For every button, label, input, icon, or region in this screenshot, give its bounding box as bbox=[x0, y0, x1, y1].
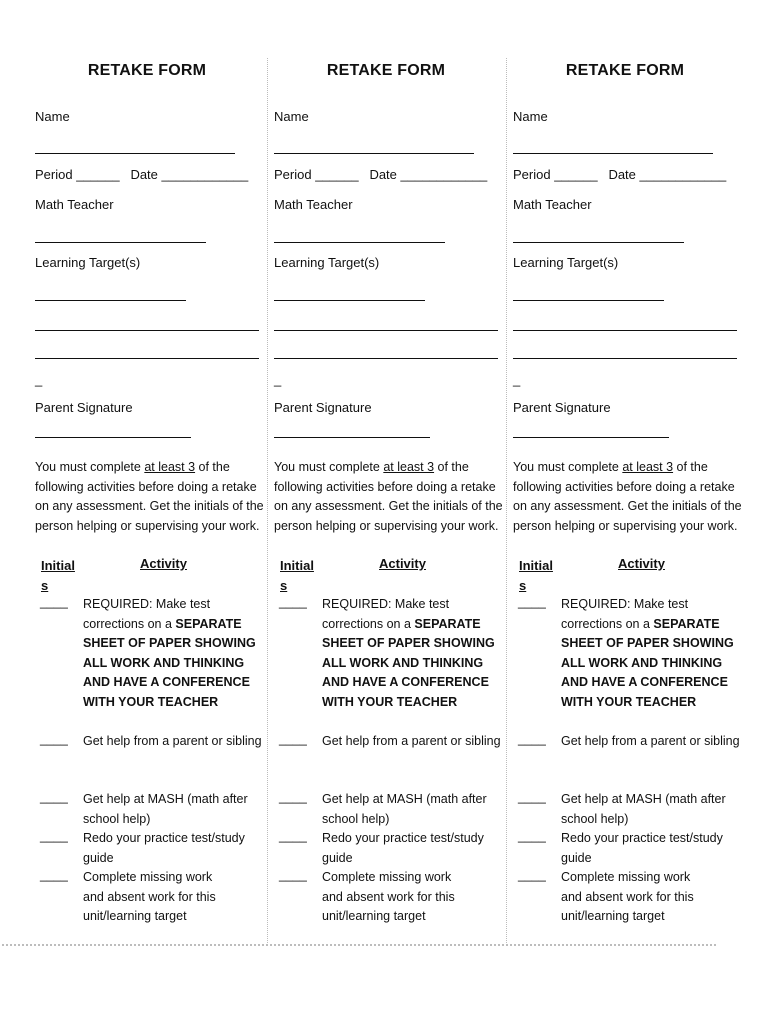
period-label: Period bbox=[35, 167, 73, 182]
period-date-row bbox=[35, 167, 248, 182]
activity-missing-work: Complete missing work and absent work for this unit/learning target bbox=[322, 870, 455, 923]
name-label: Name bbox=[35, 109, 70, 124]
activity-mash-help: Get help at MASH (math after school help) bbox=[561, 792, 726, 826]
learning-target-line[interactable] bbox=[513, 300, 664, 301]
period-blank[interactable]: ______ bbox=[76, 167, 120, 182]
initials-blank[interactable]: ____ bbox=[279, 868, 307, 882]
math-teacher-label: Math Teacher bbox=[513, 197, 592, 212]
parent-signature-label: Parent Signature bbox=[35, 400, 133, 415]
initials-blank[interactable]: ____ bbox=[279, 790, 307, 804]
form-title: RETAKE FORM bbox=[87, 62, 207, 79]
cut-line bbox=[2, 944, 716, 946]
activity-required: REQUIRED: Make test corrections on a SEPARATE SHEET OF PAPER SHOWING ALL WORK AND THINKING AND HAVE A CONFERENCE WITH YOUR TEACHER bbox=[322, 597, 495, 709]
stray-mark: _ bbox=[274, 372, 282, 387]
initials-blank[interactable]: ____ bbox=[518, 829, 546, 843]
math-teacher-line[interactable] bbox=[35, 242, 206, 243]
instructions-paragraph: You must complete at least 3 of the following activities before doing a retake on any assessment. Get the initials of the person helping or supervising your work. bbox=[513, 460, 742, 533]
name-label: Name bbox=[274, 109, 309, 124]
activity-mash-help: Get help at MASH (math after school help) bbox=[322, 792, 487, 826]
initials-blank[interactable]: ____ bbox=[518, 595, 546, 609]
initials-blank[interactable]: ____ bbox=[518, 868, 546, 882]
learning-target-line[interactable] bbox=[513, 330, 737, 331]
instructions-paragraph: You must complete at least 3 of the following activities before doing a retake on any assessment. Get the initials of the person helping or supervising your work. bbox=[35, 460, 264, 533]
initials-blank[interactable]: ____ bbox=[40, 829, 68, 843]
stray-mark: _ bbox=[513, 372, 521, 387]
initials-blank[interactable]: ____ bbox=[40, 868, 68, 882]
learning-target-line[interactable] bbox=[35, 358, 259, 359]
activity-parent-help: Get help from a parent or sibling bbox=[561, 734, 740, 748]
initials-blank[interactable]: ____ bbox=[518, 732, 546, 746]
initials-header: Initials bbox=[519, 558, 553, 593]
initials-blank[interactable]: ____ bbox=[279, 829, 307, 843]
retake-form-2 bbox=[267, 58, 505, 938]
learning-target-line[interactable] bbox=[513, 358, 737, 359]
parent-signature-line[interactable] bbox=[35, 437, 191, 438]
name-label: Name bbox=[513, 109, 548, 124]
period-blank[interactable]: ______ bbox=[554, 167, 598, 182]
name-line[interactable] bbox=[35, 153, 235, 154]
math-teacher-line[interactable] bbox=[513, 242, 684, 243]
date-blank[interactable]: ____________ bbox=[400, 167, 488, 182]
learning-target-line[interactable] bbox=[274, 300, 425, 301]
initials-blank[interactable]: ____ bbox=[40, 595, 68, 609]
parent-signature-line[interactable] bbox=[513, 437, 669, 438]
activity-header: Activity bbox=[379, 556, 426, 571]
math-teacher-label: Math Teacher bbox=[35, 197, 114, 212]
instructions-paragraph: You must complete at least 3 of the following activities before doing a retake on any assessment. Get the initials of the person helping or supervising your work. bbox=[274, 460, 503, 533]
name-line[interactable] bbox=[513, 153, 713, 154]
learning-targets-label: Learning Target(s) bbox=[513, 255, 619, 270]
activity-required: REQUIRED: Make test corrections on a SEPARATE SHEET OF PAPER SHOWING ALL WORK AND THINKING AND HAVE A CONFERENCE WITH YOUR TEACHER bbox=[83, 597, 256, 709]
learning-target-line[interactable] bbox=[35, 330, 259, 331]
at-least-three: at least 3 bbox=[144, 460, 196, 474]
date-blank[interactable]: ____________ bbox=[161, 167, 249, 182]
activity-redo-practice: Redo your practice test/study guide bbox=[83, 831, 245, 865]
at-least-three: at least 3 bbox=[383, 460, 435, 474]
initials-blank[interactable]: ____ bbox=[518, 790, 546, 804]
period-date-row bbox=[274, 167, 487, 182]
period-label: Period bbox=[513, 167, 551, 182]
learning-targets-label: Learning Target(s) bbox=[35, 255, 141, 270]
activity-header: Activity bbox=[140, 556, 187, 571]
math-teacher-label: Math Teacher bbox=[274, 197, 353, 212]
initials-header: Initials bbox=[280, 558, 314, 593]
period-blank[interactable]: ______ bbox=[315, 167, 359, 182]
activity-parent-help: Get help from a parent or sibling bbox=[322, 734, 501, 748]
activity-missing-work: Complete missing work and absent work for this unit/learning target bbox=[561, 870, 694, 923]
learning-target-line[interactable] bbox=[274, 330, 498, 331]
parent-signature-label: Parent Signature bbox=[513, 400, 611, 415]
initials-header: Initials bbox=[41, 558, 75, 593]
initials-blank[interactable]: ____ bbox=[40, 790, 68, 804]
parent-signature-line[interactable] bbox=[274, 437, 430, 438]
stray-mark: _ bbox=[35, 372, 43, 387]
date-label: Date bbox=[130, 167, 158, 182]
activity-header: Activity bbox=[618, 556, 665, 571]
period-label: Period bbox=[274, 167, 312, 182]
initials-blank[interactable]: ____ bbox=[279, 595, 307, 609]
initials-blank[interactable]: ____ bbox=[279, 732, 307, 746]
parent-signature-label: Parent Signature bbox=[274, 400, 372, 415]
learning-targets-label: Learning Target(s) bbox=[274, 255, 380, 270]
activity-required: REQUIRED: Make test corrections on a SEPARATE SHEET OF PAPER SHOWING ALL WORK AND THINKING AND HAVE A CONFERENCE WITH YOUR TEACHER bbox=[561, 597, 734, 709]
date-blank[interactable]: ____________ bbox=[639, 167, 727, 182]
initials-blank[interactable]: ____ bbox=[40, 732, 68, 746]
activity-missing-work: Complete missing work and absent work for this unit/learning target bbox=[83, 870, 216, 923]
date-label: Date bbox=[608, 167, 636, 182]
activity-redo-practice: Redo your practice test/study guide bbox=[561, 831, 723, 865]
retake-form-3 bbox=[506, 58, 744, 938]
retake-form-1 bbox=[28, 58, 266, 938]
math-teacher-line[interactable] bbox=[274, 242, 445, 243]
activity-mash-help: Get help at MASH (math after school help) bbox=[83, 792, 248, 826]
learning-target-line[interactable] bbox=[35, 300, 186, 301]
at-least-three: at least 3 bbox=[622, 460, 674, 474]
period-date-row bbox=[513, 167, 726, 182]
form-title: RETAKE FORM bbox=[565, 62, 685, 79]
name-line[interactable] bbox=[274, 153, 474, 154]
date-label: Date bbox=[369, 167, 397, 182]
retake-form-sheet bbox=[28, 58, 746, 948]
activity-redo-practice: Redo your practice test/study guide bbox=[322, 831, 484, 865]
form-title: RETAKE FORM bbox=[326, 62, 446, 79]
learning-target-line[interactable] bbox=[274, 358, 498, 359]
activity-parent-help: Get help from a parent or sibling bbox=[83, 734, 262, 748]
